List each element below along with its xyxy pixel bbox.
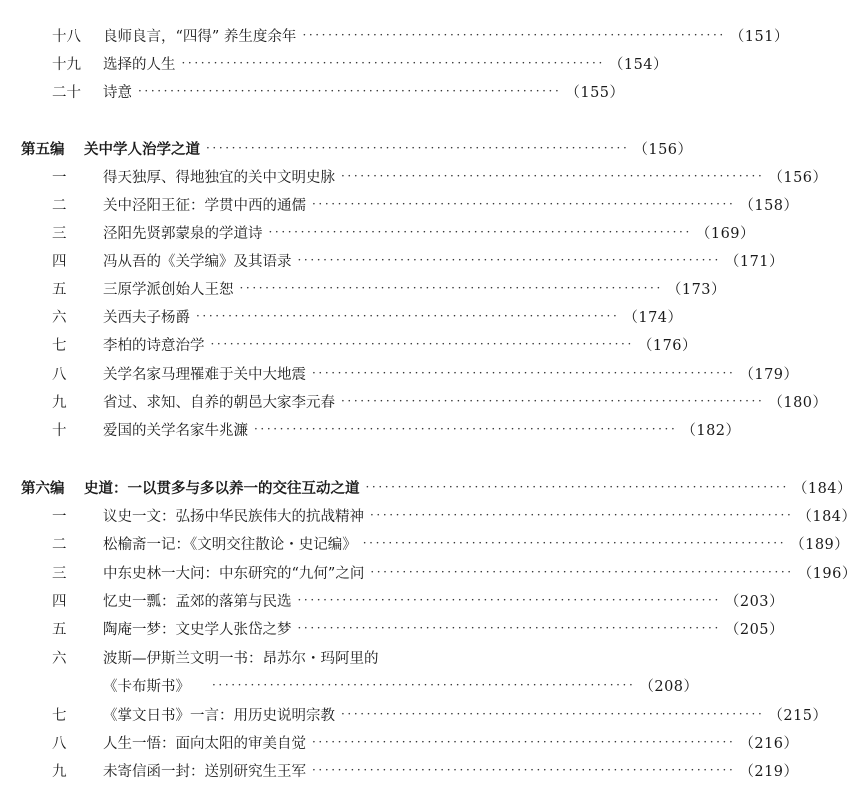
dot-leader: ·································································· [365,480,789,494]
entry-title: 良师良言，“四得” 养生度余年 [103,28,297,45]
dot-leader: ·································································· [181,56,605,70]
entry-number: 八 [52,366,67,383]
entry-title: 中东史林一大问：中东研究的“九何”之问 [103,565,365,582]
dot-leader: ·································································· [196,309,620,323]
entry-page: （196） [797,565,857,582]
entry-number: 七 [52,337,67,354]
toc-entry[interactable] [0,52,669,74]
entry-page: （169） [695,225,756,242]
entry-page: （208） [639,678,699,695]
toc-entry[interactable] [0,589,785,611]
dot-leader: ·································································· [312,735,736,749]
part-number: 第六编 [21,479,65,497]
entry-page: （155） [565,84,625,101]
entry-page: （219） [739,763,799,780]
toc-entry[interactable] [0,249,785,271]
entry-number: 四 [52,253,67,270]
toc-entry[interactable] [0,165,828,187]
entry-title: 省过、求知、自养的朝邑大家李元春 [103,394,335,411]
entry-number: 十 [52,422,67,439]
dot-leader: ·································································· [239,281,663,295]
toc-entry[interactable] [0,731,799,753]
entry-number: 一 [52,169,67,186]
entry-number: 七 [52,707,67,724]
toc-entry[interactable] [0,333,698,355]
entry-page: （173） [666,281,727,298]
toc-entry[interactable] [0,759,799,781]
entry-page: （151） [729,28,789,45]
entry-number: 二 [52,536,67,553]
entry-title: 《掌文日书》一言：用历史说明宗教 [103,707,335,724]
toc-entry[interactable] [0,193,799,215]
entry-title: 得天独厚、得地独宜的关中文明史脉 [103,169,335,186]
entry-page: （203） [724,593,785,610]
dot-leader: ·································································· [312,763,736,777]
entry-number: 三 [52,225,67,242]
toc-entry[interactable] [0,703,828,725]
entry-number: 二十 [52,84,81,101]
part-number: 第五编 [21,140,65,158]
entry-page: （179） [739,366,799,383]
dot-leader: ·································································· [297,593,721,607]
dot-leader: ·································································· [362,536,787,550]
toc-entry[interactable] [0,362,799,384]
entry-page: （176） [637,337,698,354]
entry-page: （184） [797,508,857,525]
toc-entry[interactable] [0,561,857,583]
entry-page: （180） [768,394,828,411]
dot-leader: ·································································· [370,565,794,579]
entry-number: 八 [52,735,67,752]
entry-number: 一 [52,508,67,525]
entry-title: 三原学派创始人王恕 [103,281,234,298]
dot-leader: ·································································· [341,707,765,721]
toc-entry[interactable] [0,390,828,412]
dot-leader: ·································································· [254,422,678,436]
part-page: （184） [792,480,853,497]
entry-title: 陶庵一梦：文史学人张岱之梦 [103,621,292,638]
entry-number: 四 [52,593,67,610]
entry-title: 波斯—伊斯兰文明一书：昂苏尔・玛阿里的 [103,650,379,667]
toc-entry-continuation[interactable] [0,674,699,696]
entry-number: 三 [52,565,67,582]
dot-leader: ·································································· [212,678,636,692]
entry-title: 诗意 [103,84,132,101]
entry-page: （171） [724,253,785,270]
entry-title: 爱国的关学名家牛兆濂 [103,422,248,439]
entry-title: 关中泾阳王征：学贯中西的通儒 [103,197,306,214]
entry-title: 议史一文：弘扬中华民族伟大的抗战精神 [103,508,364,525]
entry-number: 九 [52,763,67,780]
dot-leader: ·································································· [268,225,692,239]
dot-leader: ·································································· [370,508,794,522]
toc-entry[interactable] [0,646,541,668]
entry-number: 十八 [52,28,81,45]
entry-title: 泾阳先贤郭蒙泉的学道诗 [103,225,263,242]
dot-leader: ·································································· [312,366,736,380]
entry-title: 关学名家马理罹难于关中大地震 [103,366,306,383]
dot-leader: ·································································· [210,337,634,351]
toc-entry[interactable] [0,418,741,440]
entry-number: 十九 [52,56,81,73]
entry-number: 五 [52,281,67,298]
entry-page: （205） [724,621,785,638]
part-title: 史道：一以贯多与多以养一的交往互动之道 [84,479,360,497]
entry-page: （215） [768,707,828,724]
toc-entry[interactable] [0,617,785,639]
part-title: 关中学人治学之道 [84,140,200,158]
part-page: （156） [633,141,693,158]
entry-number: 九 [52,394,67,411]
entry-title: 冯从吾的《关学编》及其语录 [103,253,292,270]
toc-entry[interactable] [0,504,857,526]
dot-leader: ·································································· [138,84,562,98]
entry-page: （156） [768,169,828,186]
toc-part-heading[interactable] [0,137,693,159]
dot-leader: ·································································· [302,28,726,42]
entry-title: 忆史一瓢：孟郊的落第与民选 [103,593,292,610]
entry-page: （158） [739,197,799,214]
entry-page: （216） [739,735,799,752]
dot-leader: ·································································· [341,394,765,408]
entry-number: 六 [52,650,67,667]
entry-title: 人生一悟：面向太阳的审美自觉 [103,735,306,752]
entry-number: 六 [52,309,67,326]
entry-page: （154） [608,56,669,73]
entry-title: 李柏的诗意治学 [103,337,205,354]
dot-leader: ·································································· [297,621,721,635]
toc-entry[interactable] [0,80,625,102]
toc-entry[interactable] [0,305,683,327]
entry-title: 未寄信函一封：送别研究生王军 [103,763,306,780]
toc-entry[interactable] [0,532,850,554]
dot-leader: ·································································· [206,141,630,155]
entry-page: （189） [790,536,850,553]
entry-title: 《卡布斯书》 [103,678,190,695]
toc-entry[interactable] [0,221,756,243]
toc-part-heading[interactable] [0,476,853,498]
toc-entry[interactable] [0,277,727,299]
entry-title: 选择的人生 [103,56,176,73]
entry-number: 二 [52,197,67,214]
dot-leader: ·································································· [341,169,765,183]
dot-leader: ·································································· [312,197,736,211]
entry-title: 松榆斋一记：《文明交往散论・史记编》 [103,536,357,553]
dot-leader: ·································································· [297,253,721,267]
entry-number: 五 [52,621,67,638]
toc-entry[interactable] [0,24,789,46]
entry-page: （174） [623,309,683,326]
entry-title: 关西夫子杨爵 [103,309,190,326]
entry-page: （182） [681,422,741,439]
